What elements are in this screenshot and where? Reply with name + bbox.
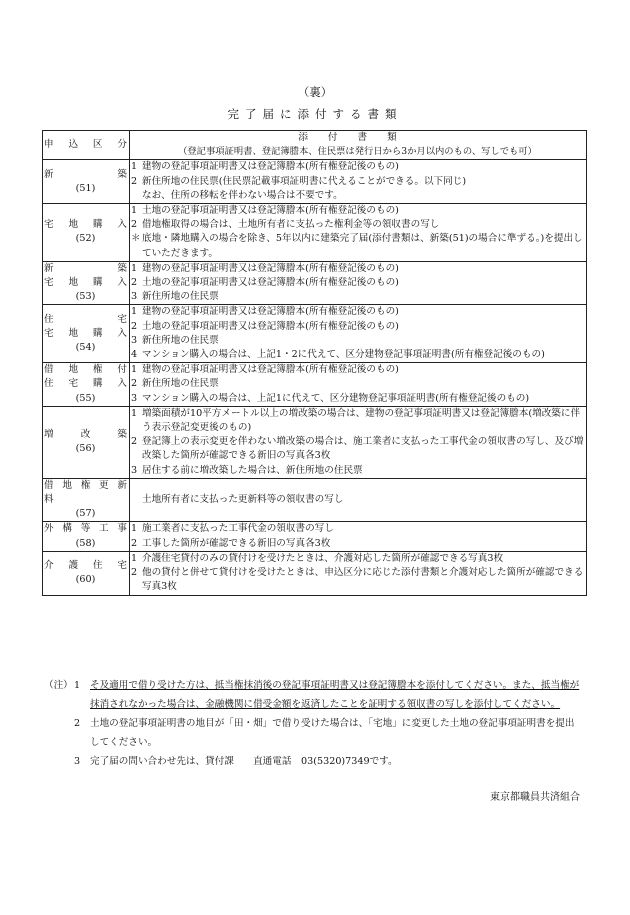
documents-cell <box>130 522 587 551</box>
item-text: 土地の登記事項証明書又は登記簿謄本(所有権登記後のもの) <box>142 320 399 332</box>
item-number: 3 <box>131 334 138 346</box>
attachment-table <box>42 130 587 596</box>
category-label: 新築 <box>44 262 127 274</box>
item-number: ＊ <box>131 233 141 245</box>
category-label: 料 <box>44 494 54 506</box>
document-item <box>131 464 584 478</box>
table-row <box>43 478 587 522</box>
back-side-label: （裏） <box>297 85 333 99</box>
item-number: 2 <box>131 277 138 289</box>
category-cell <box>43 522 130 551</box>
document-item <box>131 522 584 536</box>
table-row <box>43 305 587 363</box>
table-row <box>43 261 587 305</box>
category-label: 宅地購入 <box>44 219 127 231</box>
document-item <box>131 262 584 276</box>
documents-cell <box>130 551 587 595</box>
item-text: 借地権取得の場合は、土地所有者に支払った権利金等の領収書の写し <box>142 219 440 231</box>
header-docs-note: （登記事項証明書、登記簿謄本、住民票は発行日から3か月以内のもの、写しでも可） <box>178 146 537 158</box>
category-label: 借地権更新 <box>44 479 127 491</box>
category-label: 宅地購入 <box>44 327 127 339</box>
table-row <box>43 160 587 204</box>
item-number: 1 <box>131 407 138 419</box>
notes-label: （注） <box>44 680 73 691</box>
table-row <box>43 406 587 478</box>
item-text: 介護住宅貸付のみの貸付けを受けたときは、介護対応した箇所が確認できる写真3枚 <box>142 552 504 564</box>
item-text: 工事した箇所が確認できる新旧の写真各3枚 <box>142 537 331 549</box>
document-item <box>131 305 584 319</box>
category-cell <box>43 305 130 363</box>
category-code: (51) <box>75 182 96 194</box>
category-label: 住宅 <box>44 313 127 325</box>
item-number: 3 <box>131 291 138 303</box>
item-number: 1 <box>131 262 138 274</box>
item-text: 居住する前に増改築した場合は、新住所地の住民票 <box>142 464 363 476</box>
category-label: 外構等工事 <box>44 523 127 535</box>
document-item <box>131 276 584 290</box>
category-code: (52) <box>75 233 96 245</box>
category-label: 増改築 <box>44 429 127 441</box>
note-2-number: 2 <box>74 718 81 729</box>
item-number: 2 <box>131 378 138 390</box>
document-item <box>131 552 584 566</box>
item-text: 増築面積が10平方メートル以上の増改築の場合は、建物の登記事項証明書又は登記簿謄本(増改築に伴う表示登記変更後のもの) <box>142 407 581 434</box>
category-cell <box>43 478 130 522</box>
category-label: 宅地購入 <box>44 277 127 289</box>
item-text: なお、住所の移転を伴わない場合は不要です。 <box>142 189 343 201</box>
category-code: (58) <box>75 537 96 549</box>
item-number: 1 <box>131 523 138 535</box>
document-item <box>131 189 584 203</box>
item-text: 土地の登記事項証明書又は登記簿謄本(所有権登記後のもの) <box>142 205 399 217</box>
item-text: 建物の登記事項証明書又は登記簿謄本(所有権登記後のもの) <box>142 306 399 318</box>
document-item <box>131 204 584 218</box>
category-label: 住宅購入 <box>44 378 127 390</box>
item-text: 土地所有者に支払った更新料等の領収書の写し <box>142 494 344 506</box>
document-item <box>131 566 584 594</box>
item-number: 2 <box>131 436 138 448</box>
item-number: 2 <box>131 175 138 187</box>
item-number: 3 <box>131 464 138 476</box>
item-text: 土地の登記事項証明書又は登記簿謄本(所有権登記後のもの) <box>142 277 399 289</box>
item-number: 3 <box>131 392 138 404</box>
header-docs <box>130 131 587 160</box>
document-item <box>131 392 584 406</box>
item-number: 1 <box>131 205 138 217</box>
category-label: 借地権付 <box>44 364 127 376</box>
document-item <box>131 290 584 304</box>
document-item <box>131 334 584 348</box>
item-number: 2 <box>131 537 138 549</box>
item-number: 1 <box>131 552 138 564</box>
note-2-text: 土地の登記事項証明書の地目が「田・畑」で借り受けた場合は、「宅地」に変更した土地の登記事項証明書を提出してください。 <box>90 718 575 748</box>
item-text: 新住所地の住民票 <box>142 334 219 346</box>
document-item <box>131 218 584 232</box>
document-item <box>131 435 584 463</box>
document-item <box>131 537 584 551</box>
note-2 <box>52 714 582 752</box>
notes-section <box>44 676 582 771</box>
document-item <box>131 175 584 189</box>
item-text: 底地・隣地購入の場合を除き、5年以内に建築完了届(添付書類は、新築(51)の場合に準ずる。)を提出していただきます。 <box>142 233 583 259</box>
documents-cell <box>130 478 587 522</box>
document-item <box>131 348 584 362</box>
category-cell <box>43 204 130 262</box>
item-text: 新住所地の住民票(住民票記載事項証明書に代えることができる。以下同じ) <box>142 175 467 187</box>
document-item <box>131 377 584 391</box>
item-text: 建物の登記事項証明書又は登記簿謄本(所有権登記後のもの) <box>142 161 399 173</box>
note-1-number: 1 <box>74 680 81 691</box>
category-code: (53) <box>75 291 96 303</box>
category-code: (60) <box>75 574 96 586</box>
documents-cell <box>130 305 587 363</box>
category-code: (54) <box>75 341 96 353</box>
item-number: 2 <box>131 567 138 579</box>
category-cell <box>43 551 130 595</box>
note-1 <box>44 676 582 714</box>
category-cell <box>43 261 130 305</box>
category-label: 介護住宅 <box>44 559 127 571</box>
category-cell <box>43 406 130 478</box>
header-category: 申込区分 <box>43 131 130 160</box>
item-text: 施工業者に支払った工事代金の領収書の写し <box>142 523 334 535</box>
table-row <box>43 363 587 407</box>
documents-cell <box>130 363 587 407</box>
item-text: マンション購入の場合は、上記1・2に代えて、区分建物登記事項証明書(所有権登記後のもの) <box>142 349 545 361</box>
note-3 <box>52 752 582 771</box>
table-row <box>43 204 587 262</box>
page-title: 完了届に添付する書類 <box>227 107 403 121</box>
item-number: 1 <box>131 364 138 376</box>
documents-cell <box>130 204 587 262</box>
document-item <box>131 407 584 435</box>
note-1-text: そ及適用で借り受けた方は、抵当権抹消後の登記事項証明書又は登記簿謄本を添付してください。また、抵当権が抹消されなかった場合は、金融機関に借受金額を返済したことを証明する領収書の写しを添付してください。 <box>90 680 580 710</box>
document-item <box>131 363 584 377</box>
item-text: 建物の登記事項証明書又は登記簿謄本(所有権登記後のもの) <box>142 262 399 274</box>
document-item <box>131 320 584 334</box>
note-3-text: 完了届の問い合わせ先は、貸付課 直通電話 03(5320)7349です。 <box>90 756 398 767</box>
document-item <box>131 232 584 260</box>
category-cell <box>43 160 130 204</box>
item-text: 新住所地の住民票 <box>142 378 219 390</box>
table-header-row <box>43 131 587 160</box>
item-number: 4 <box>131 349 138 361</box>
category-cell <box>43 363 130 407</box>
category-code: (55) <box>75 392 96 404</box>
category-code: (57) <box>75 508 96 520</box>
item-number: 1 <box>131 161 138 173</box>
item-text: 新住所地の住民票 <box>142 291 219 303</box>
document-item <box>131 160 584 174</box>
item-number: 2 <box>131 320 138 332</box>
item-number: 2 <box>131 219 138 231</box>
item-text: マンション購入の場合は、上記1に代えて、区分建物登記事項証明書(所有権登記後のもの) <box>142 392 530 404</box>
document-item <box>131 493 584 507</box>
header-docs-title: 添付書類 <box>298 132 417 143</box>
table-row <box>43 522 587 551</box>
item-text: 建物の登記事項証明書又は登記簿謄本(所有権登記後のもの) <box>142 364 399 376</box>
documents-cell <box>130 261 587 305</box>
item-text: 他の貸付と併せて貸付けを受けたときは、申込区分に応じた添付書類と介護対応した箇所が確認できる写真3枚 <box>142 567 584 593</box>
category-code: (56) <box>75 443 96 455</box>
item-number: 1 <box>131 306 138 318</box>
documents-cell <box>130 406 587 478</box>
category-label: 新築 <box>44 168 127 180</box>
note-3-number: 3 <box>74 756 81 767</box>
item-number <box>131 189 142 203</box>
organization-name: 東京都職員共済組合 <box>490 792 580 803</box>
item-text: 登記簿上の表示変更を伴わない増改築の場合は、施工業者に支払った工事代金の領収書の写し、及び増改築した箇所が確認できる新旧の写真各3枚 <box>142 436 584 462</box>
item-number <box>131 493 142 507</box>
table-row <box>43 551 587 595</box>
documents-cell <box>130 160 587 204</box>
